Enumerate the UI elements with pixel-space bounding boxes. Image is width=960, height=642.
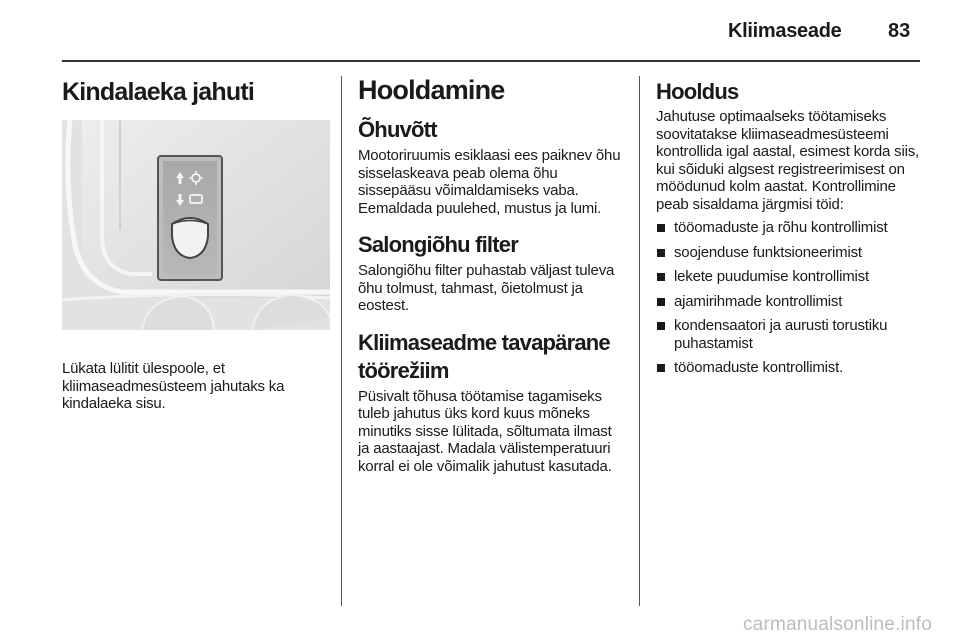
subsection-title-air-intake: Õhuvõtt bbox=[358, 117, 437, 142]
column-glovebox-cooling bbox=[62, 72, 330, 413]
section-heading-service: Hooldus bbox=[656, 79, 739, 104]
column-maintenance bbox=[358, 72, 626, 475]
service-checklist bbox=[656, 219, 926, 377]
glovebox-body: Lükata lülitit ülespoole, et kliimaseadmesüsteem jahutaks ka kindalaeka sisu. bbox=[62, 360, 285, 412]
header-divider bbox=[62, 60, 920, 62]
column-divider-2 bbox=[639, 76, 640, 606]
section-heading-maintenance: Hooldamine bbox=[358, 75, 505, 105]
section-heading-glovebox: Kindalaeka jahuti bbox=[62, 78, 255, 106]
list-item: soojenduse funktsioneerimist bbox=[656, 244, 926, 262]
list-item: tööomaduste kontrollimist. bbox=[656, 359, 926, 377]
service-body: Jahutuse optimaalseks töötamiseks soovitatakse kliimaseadmesüsteemi kontrollida igal aastal, esimest korda siis, kui sõiduki algsest registreerimisest on möödunud kolm aastat. Kontrollimine peab sisaldama järgmisi töid: bbox=[656, 108, 919, 213]
subsection-body-pollen-filter: Salongiõhu filter puhastab väljast tuleva õhu tolmust, tahmast, õietolmust ja eostest. bbox=[358, 262, 615, 314]
column-service bbox=[656, 72, 926, 384]
list-item: kondensaatori ja aurusti torustiku puhastamist bbox=[656, 317, 926, 352]
subsection-title-pollen-filter: Salongiõhu filter bbox=[358, 232, 518, 257]
glovebox-switch-illustration bbox=[62, 120, 330, 330]
list-item: lekete puudumise kontrollimist bbox=[656, 268, 926, 286]
page-number: 83 bbox=[888, 20, 911, 42]
column-divider-1 bbox=[341, 76, 342, 606]
subsection-title-regular-operation: Kliimaseadme tavapärane töörežiim bbox=[358, 329, 610, 383]
list-item: tööomaduste ja rõhu kontrollimist bbox=[656, 219, 926, 237]
watermark: carmanualsonline.info bbox=[742, 614, 932, 635]
subsection-body-air-intake: Mootoriruumis esiklaasi ees paiknev õhu sisselaskeava peab olema õhu sissepääsu võimaldamiseks vaba. Eemaldada puulehed, mustus ja lumi. bbox=[358, 147, 621, 217]
list-item: ajamirihmade kontrollimist bbox=[656, 293, 926, 311]
toggle-switch[interactable] bbox=[172, 218, 208, 258]
subsection-body-regular-operation: Püsivalt tõhusa töötamise tagamiseks tuleb jahutus üks kord kuus mõneks minutiks sisse lülitada, sõltumata ilmast ja aastaajast. Madala välistemperatuuri korral ei ole võimalik jahutust kasutada. bbox=[358, 387, 612, 475]
header-title: Kliimaseade bbox=[728, 20, 842, 42]
